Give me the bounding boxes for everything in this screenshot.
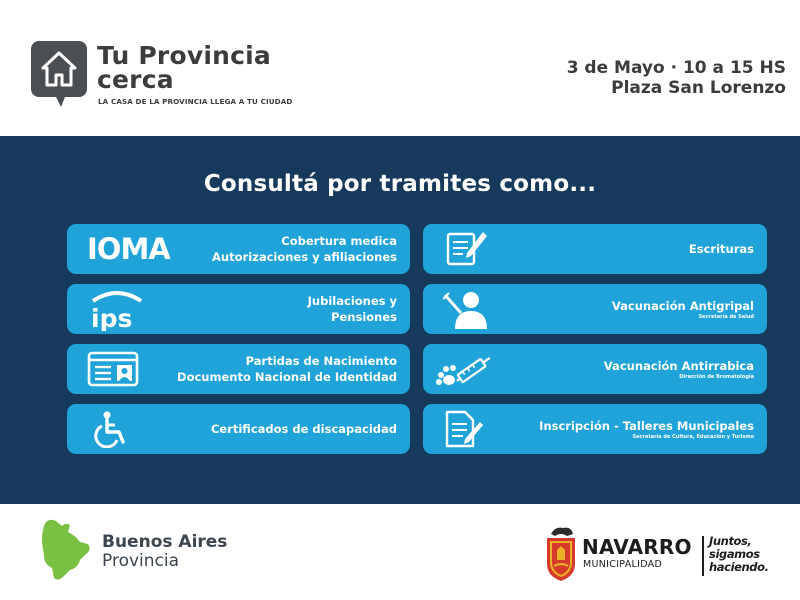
municipality-name: NAVARRO [582,535,692,559]
slogan-line: sigamos [709,547,760,561]
ioma-logo-text: IOMA [87,236,170,262]
service-text [177,344,397,394]
slogan-line: Juntos, [709,534,752,548]
service-line: Partidas de Nacimiento [245,354,397,368]
wheelchair-icon [93,404,131,454]
event-date-time: 3 de Mayo · 10 a 15 HS [566,58,786,78]
document-pen-icon [445,224,489,274]
ips-logo [89,284,145,334]
service-card-vacunacion-antigripal [423,284,767,334]
service-line: Autorizaciones y afiliaciones [212,250,397,264]
service-subline: Secretaría de Salud [698,313,754,320]
panel-title: Consultá por tramites como... [203,171,597,197]
service-line: Vacunación Antigripal [611,298,754,313]
brand-title [97,41,271,94]
service-line: Inscripción - Talleres Municipales [539,418,754,433]
service-card-talleres [423,404,767,454]
navarro-crest-icon [545,524,577,582]
id-card-icon [87,344,141,394]
service-line: Escrituras [688,242,754,256]
province-name: Buenos Aires [102,532,228,552]
brand-tagline: LA CASA DE LA PROVINCIA LLEGA A TU CIUDAD [98,97,293,106]
service-text [604,344,754,394]
service-line: Certificados de discapacidad [210,422,397,436]
ioma-logo [87,224,193,274]
service-line: Cobertura medica [281,234,397,248]
municipality-slogan [709,535,769,574]
service-text [689,224,754,274]
service-card-discapacidad [67,404,410,454]
paw-syringe-icon [433,344,495,394]
service-subline: Dirección de Bromatología [679,373,754,380]
service-text [211,404,397,454]
buenos-aires-province-logo [40,518,92,584]
brand-title-line2: cerca [97,65,174,94]
service-text [308,284,397,334]
event-location: Plaza San Lorenzo [611,78,786,98]
form-pen-icon [443,404,485,454]
service-card-partidas-dni [67,344,410,394]
brand-title-line1: Tu Provincia [97,41,271,70]
slogan-line: haciendo. [709,560,769,574]
service-text [212,224,397,274]
service-line: Pensiones [331,310,397,324]
ips-logo-text: ips [91,304,133,331]
vaccinated-person-icon [443,284,489,334]
service-card-vacunacion-antirrabica [423,344,767,394]
service-subline: Secretaría de Cultura, Educación y Turismo [632,433,754,440]
service-card-ioma [67,224,410,274]
service-text [612,284,754,334]
service-line: Vacunación Antirrabica [603,358,754,373]
house-speech-bubble-icon [31,41,87,107]
municipality-sub: MUNICIPALIDAD [583,559,663,570]
province-sub: Provincia [102,551,180,571]
service-card-ips [67,284,410,334]
event-info [567,58,786,98]
footer-divider [702,536,704,576]
service-line: Jubilaciones y [307,294,397,308]
service-line: Documento Nacional de Identidad [177,370,397,384]
service-card-escrituras [423,224,767,274]
service-text [539,404,754,454]
